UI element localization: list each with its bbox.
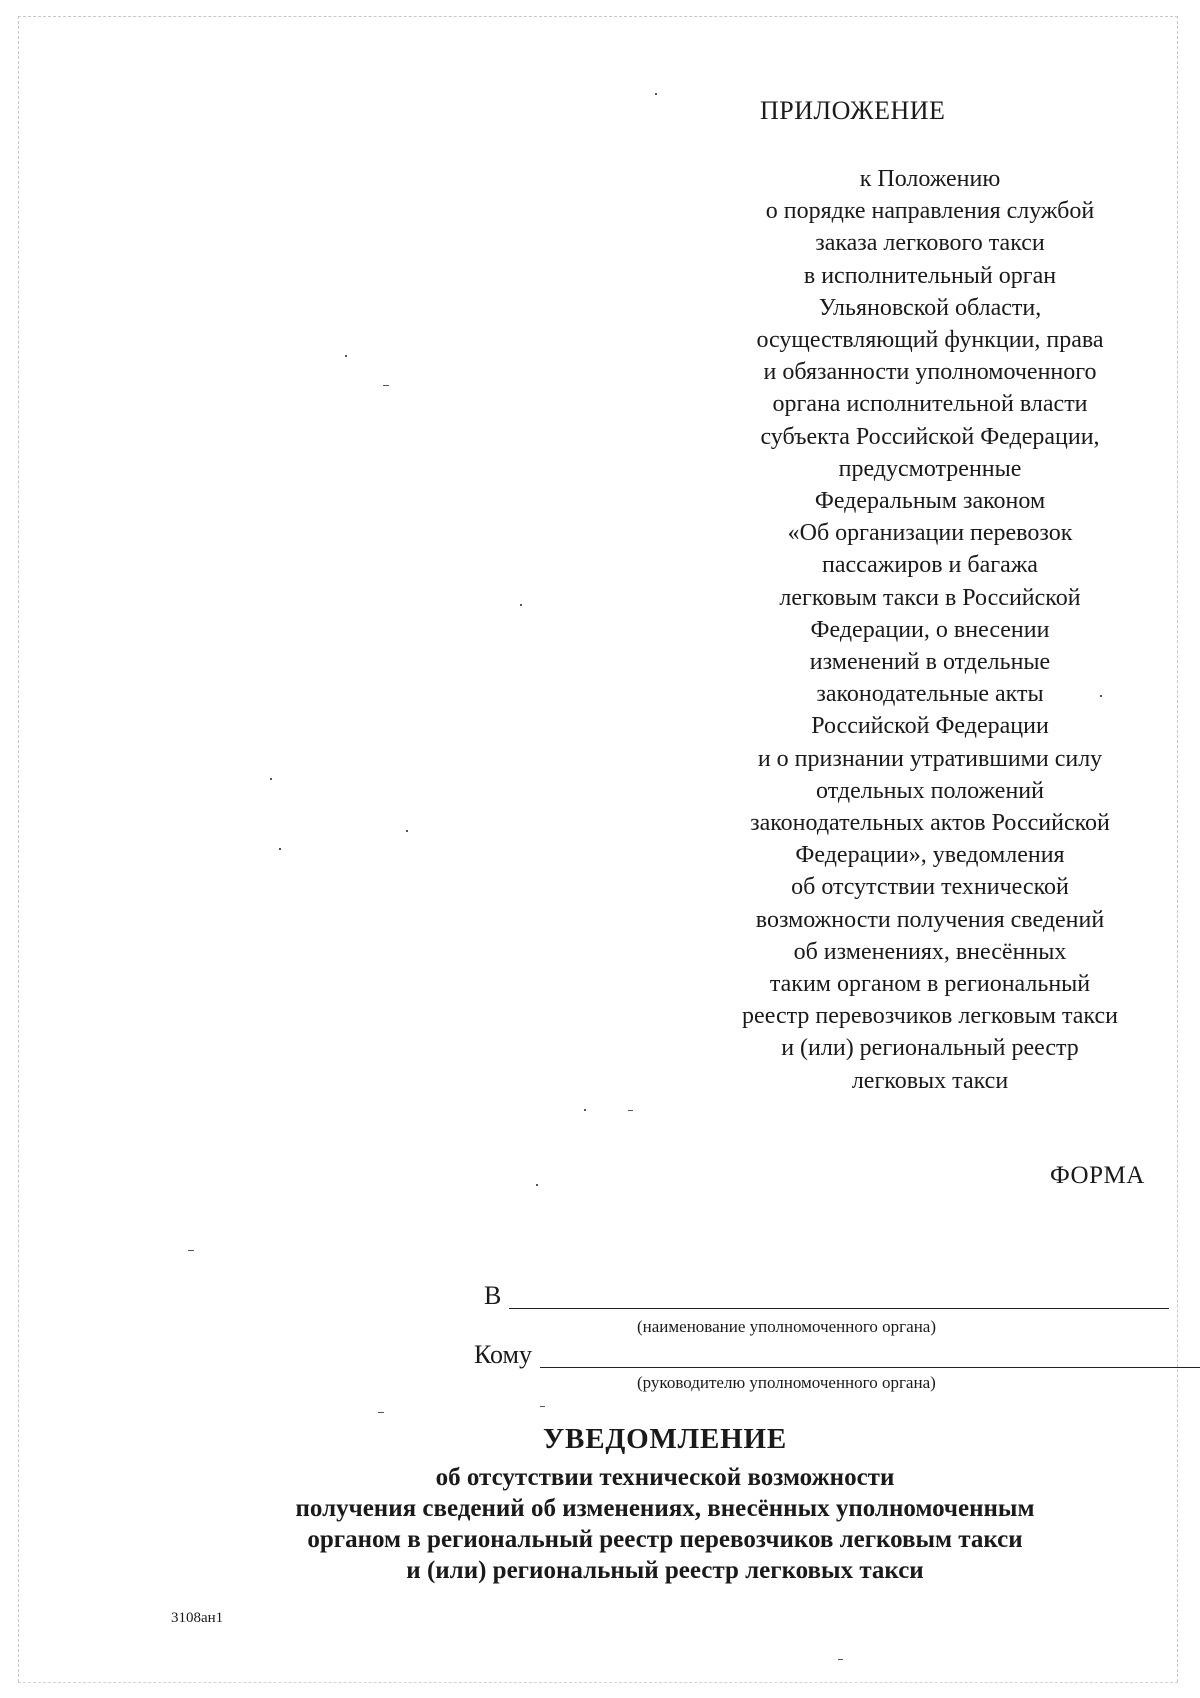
addressee-organ-row (484, 1283, 1169, 1309)
appendix-line: Федеральным законом (814, 488, 1046, 515)
addressee-head-blank[interactable] (540, 1345, 1200, 1368)
form-label: ФОРМА (1050, 1162, 1145, 1189)
appendix-line: отдельных положений (816, 777, 1044, 804)
addressee-head-hint: (руководителю уполномоченного органа) (637, 1373, 936, 1392)
appendix-line: о порядке направления службой (765, 198, 1095, 225)
notice-subtitle (100, 1462, 1200, 1586)
notice-subtitle-line: получения сведений об изменениях, внесённых уполномоченным (295, 1495, 1035, 1522)
appendix-line: и обязанности уполномоченного (763, 359, 1097, 386)
appendix-line: законодательных актов Российской (750, 810, 1110, 837)
scan-speck (279, 848, 281, 850)
scan-speck (584, 1109, 586, 1111)
scan-speck (838, 1659, 843, 1660)
appendix-line: в исполнительный орган (803, 262, 1057, 289)
appendix-title: ПРИЛОЖЕНИЕ (760, 96, 946, 125)
addressee-organ-hint: (наименование уполномоченного органа) (637, 1317, 937, 1336)
appendix-line: заказа легкового такси (815, 230, 1045, 257)
scan-speck (655, 93, 657, 95)
addressee-head-label: Кому (474, 1340, 533, 1369)
scan-speck (188, 1250, 194, 1251)
appendix-line: Ульяновской области, (818, 294, 1042, 321)
scan-speck (1100, 695, 1102, 697)
scan-speck (406, 830, 408, 832)
appendix-line: и о признании утратившими силу (757, 745, 1103, 772)
notice-subtitle-line: и (или) региональный реестр легковых такси (406, 1557, 924, 1584)
appendix-line: органа исполнительной власти (772, 391, 1088, 418)
scan-speck (520, 604, 522, 606)
appendix-line: изменений в отдельные (809, 649, 1051, 676)
scan-speck (536, 1184, 538, 1186)
appendix-description (690, 163, 1170, 1097)
appendix-line: «Об организации перевозок (787, 520, 1073, 547)
appendix-line: легковых такси (851, 1067, 1009, 1094)
appendix-line: субъекта Российской Федерации, (760, 423, 1100, 450)
appendix-line: легковым такси в Российской (779, 584, 1081, 611)
appendix-line: предусмотренные (838, 455, 1022, 482)
addressee-organ-blank[interactable] (509, 1286, 1169, 1309)
appendix-line: таким органом в региональный (769, 971, 1091, 998)
scan-speck (540, 1406, 545, 1407)
scan-speck (378, 1412, 384, 1413)
addressee-organ-label: В (484, 1281, 502, 1310)
notice-title: УВЕДОМЛЕНИЕ (542, 1423, 788, 1455)
appendix-line: Российской Федерации (811, 713, 1049, 740)
scan-speck (383, 385, 389, 386)
scan-speck (628, 1110, 633, 1111)
appendix-line: законодательные акты (816, 681, 1044, 708)
scan-speck (345, 355, 347, 357)
appendix-line: осуществляющий функции, права (756, 327, 1104, 354)
appendix-line: об изменениях, внесённых (793, 938, 1067, 965)
notice-subtitle-line: органом в региональный реестр перевозчиков легковым такси (307, 1526, 1023, 1553)
appendix-line: пассажиров и багажа (822, 552, 1038, 579)
appendix-line: и (или) региональный реестр (781, 1035, 1079, 1062)
appendix-line: об отсутствии технической (791, 874, 1069, 901)
appendix-line: к Положению (859, 166, 1001, 192)
document-code: 3108ан1 (171, 1610, 224, 1626)
notice-subtitle-line: об отсутствии технической возможности (435, 1464, 895, 1491)
appendix-line: реестр перевозчиков легковым такси (742, 1003, 1118, 1030)
appendix-line: возможности получения сведений (755, 906, 1105, 933)
page-edge-top (18, 16, 1178, 17)
appendix-line: Федерации», уведомления (795, 842, 1065, 869)
appendix-line: Федерации, о внесении (810, 616, 1050, 643)
addressee-head-row (474, 1342, 1200, 1368)
page-edge-bottom (18, 1682, 1178, 1683)
scan-speck (270, 778, 272, 780)
